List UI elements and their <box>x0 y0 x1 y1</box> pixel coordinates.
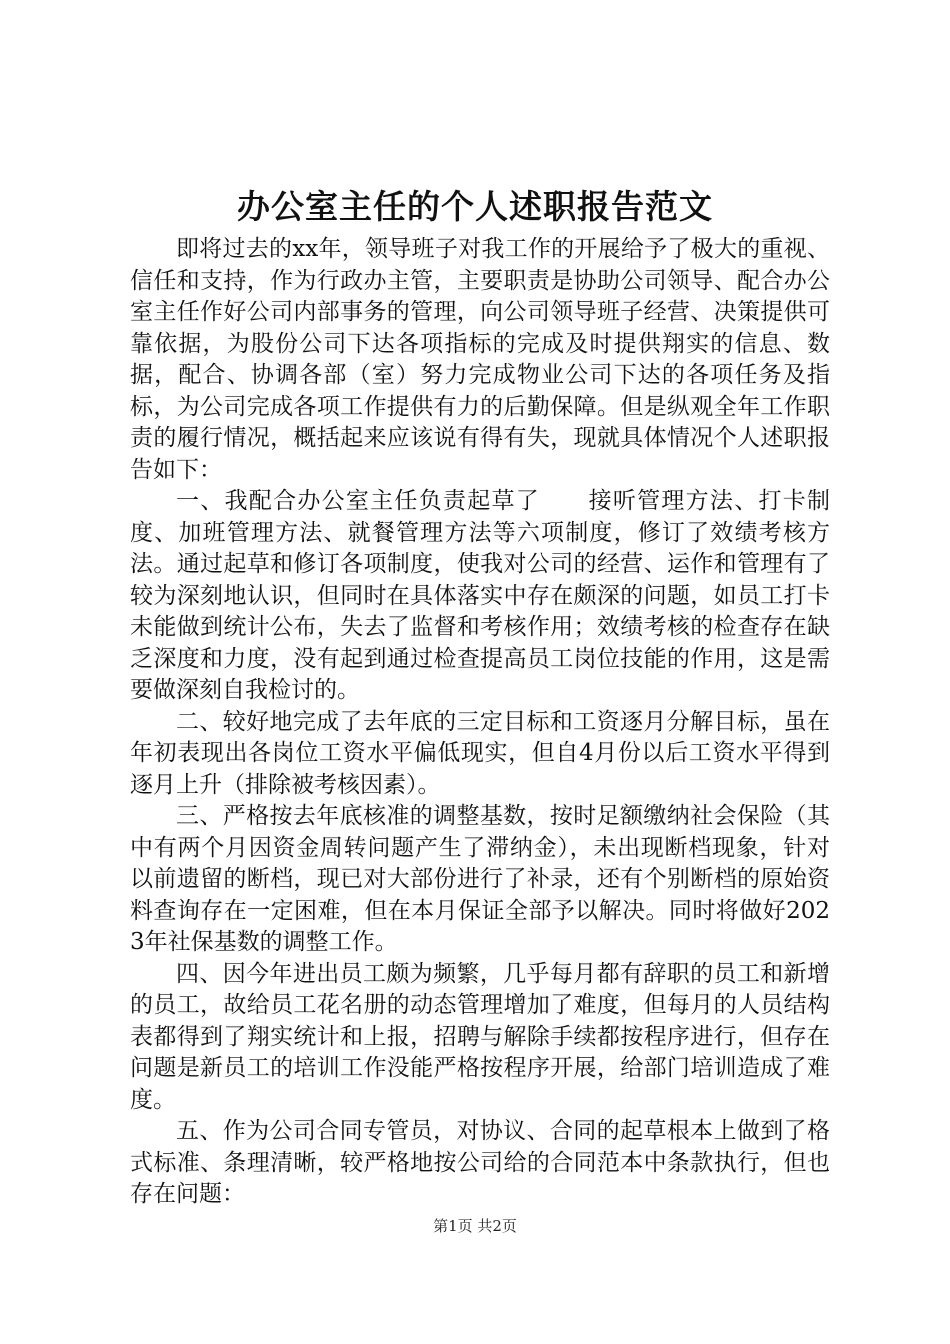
document-body <box>130 234 830 1211</box>
paragraph-section-5: 五、作为公司合同专管员，对协议、合同的起草根本上做到了格式标准、条理清晰，较严格地按公司给的合同范本中条款执行，但也存在问题： <box>130 1118 830 1207</box>
paragraph-section-1: 一、我配合办公室主任负责起草了 接听管理方法、打卡制度、加班管理方法、就餐管理方法等六项制度，修订了效绩考核方法。通过起草和修订各项制度，使我对公司的经营、运作和管理有了较为深刻地认识，但同时在具体落实中存在颇深的问题，如员工打卡未能做到统计公布，失去了监督和考核作用；效绩考核的检查存在缺乏深度和力度，没有起到通过检查提高员工岗位技能的作用，这是需要做深刻自我检讨的。 <box>130 488 830 703</box>
paragraph-section-2: 二、较好地完成了去年底的三定目标和工资逐月分解目标，虽在年初表现出各岗位工资水平偏低现实，但自4月份以后工资水平得到逐月上升（排除被考核因素）。 <box>130 708 830 798</box>
paragraph-intro: 即将过去的xx年，领导班子对我工作的开展给予了极大的重视、信任和支持，作为行政办主管，主要职责是协助公司领导、配合办公室主任作好公司内部事务的管理，向公司领导班子经营、决策提供可靠依据，为股份公司下达各项指标的完成及时提供翔实的信息、数据，配合、协调各部（室）努力完成物业公司下达的各项任务及指标，为公司完成各项工作提供有力的后勤保障。但是纵观全年工作职责的履行情况，概括起来应该说有得有失，现就具体情况个人述职报告如下： <box>130 236 830 483</box>
page-number-footer: 第1页 共2页 <box>433 1217 517 1235</box>
paragraph-section-3: 三、严格按去年底核准的调整基数，按时足额缴纳社会保险（其中有两个月因资金周转问题产生了滞纳金），未出现断档现象，针对以前遗留的断档，现已对大部份进行了补录，还有个别断档的原始资料查询存在一定困难，但在本月保证全部予以解决。同时将做好2023年社保基数的调整工作。 <box>130 803 830 955</box>
paragraph-section-4: 四、因今年进出员工颇为频繁，几乎每月都有辞职的员工和新增的员工，故给员工花名册的动态管理增加了难度，但每月的人员结构表都得到了翔实统计和上报，招聘与解除手续都按程序进行，但存在问题是新员工的培训工作没能严格按程序开展，给部门培训造成了难度。 <box>130 960 830 1113</box>
document-title: 办公室主任的个人述职报告范文 <box>237 187 713 226</box>
